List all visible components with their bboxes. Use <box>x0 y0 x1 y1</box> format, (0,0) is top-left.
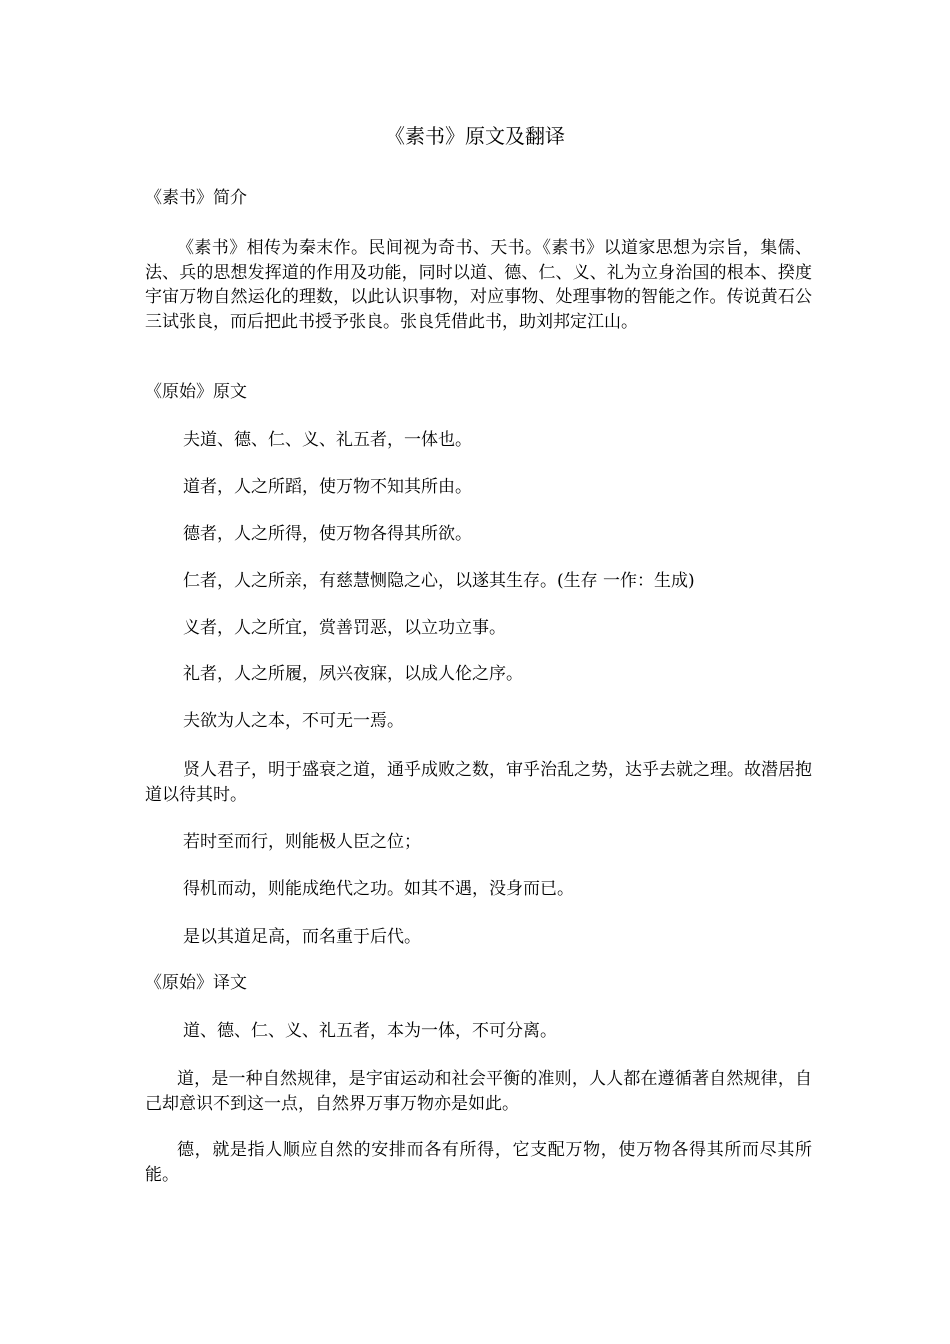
section-heading-translation: 《原始》译文 <box>145 973 247 993</box>
original-paragraph: 得机而动，则能成绝代之功。如其不遇，没身而已。 <box>183 879 574 899</box>
original-paragraph: 仁者，人之所亲，有慈慧恻隐之心，以遂其生存。(生存 一作：生成) <box>183 571 695 591</box>
translation-paragraph: 道、德、仁、义、礼五者，本为一体，不可分离。 <box>183 1021 557 1041</box>
original-paragraph: 德者，人之所得，使万物各得其所欲。 <box>183 524 472 544</box>
original-paragraph: 礼者，人之所履，夙兴夜寐，以成人伦之序。 <box>183 664 523 684</box>
original-paragraph: 道者，人之所蹈，使万物不知其所由。 <box>183 477 472 497</box>
section-heading-intro: 《素书》简介 <box>145 188 247 208</box>
section-heading-original: 《原始》原文 <box>145 382 247 402</box>
original-paragraph: 义者，人之所宜，赏善罚恶，以立功立事。 <box>183 618 506 638</box>
original-paragraph: 若时至而行，则能极人臣之位； <box>183 832 421 852</box>
original-paragraph: 贤人君子，明于盛衰之道，通乎成败之数，审乎治乱之势，达乎去就之理。故潜居抱道以待其时。 <box>145 760 812 805</box>
original-paragraph: 夫欲为人之本，不可无一焉。 <box>183 711 404 731</box>
original-paragraph: 是以其道足高，而名重于后代。 <box>183 927 421 947</box>
original-paragraph: 夫道、德、仁、义、礼五者，一体也。 <box>183 430 472 450</box>
translation-paragraph: 道，是一种自然规律，是宇宙运动和社会平衡的准则，人人都在遵循著自然规律，自己却意识不到这一点，自然界万事万物亦是如此。 <box>145 1069 812 1114</box>
intro-paragraph: 《素书》相传为秦末作。民间视为奇书、天书。《素书》以道家思想为宗旨，集儒、法、兵的思想发挥道的作用及功能，同时以道、德、仁、义、礼为立身治国的根本、揆度宇宙万物自然运化的理数，以此认识事物，对应事物、处理事物的智能之作。传说黄石公三试张良，而后把此书授予张良。张良凭借此书，助刘邦定江山。 <box>145 238 812 332</box>
document-title: 《素书》原文及翻译 <box>385 124 565 148</box>
translation-paragraph: 德，就是指人顺应自然的安排而各有所得，它支配万物，使万物各得其所而尽其所能。 <box>145 1140 812 1185</box>
